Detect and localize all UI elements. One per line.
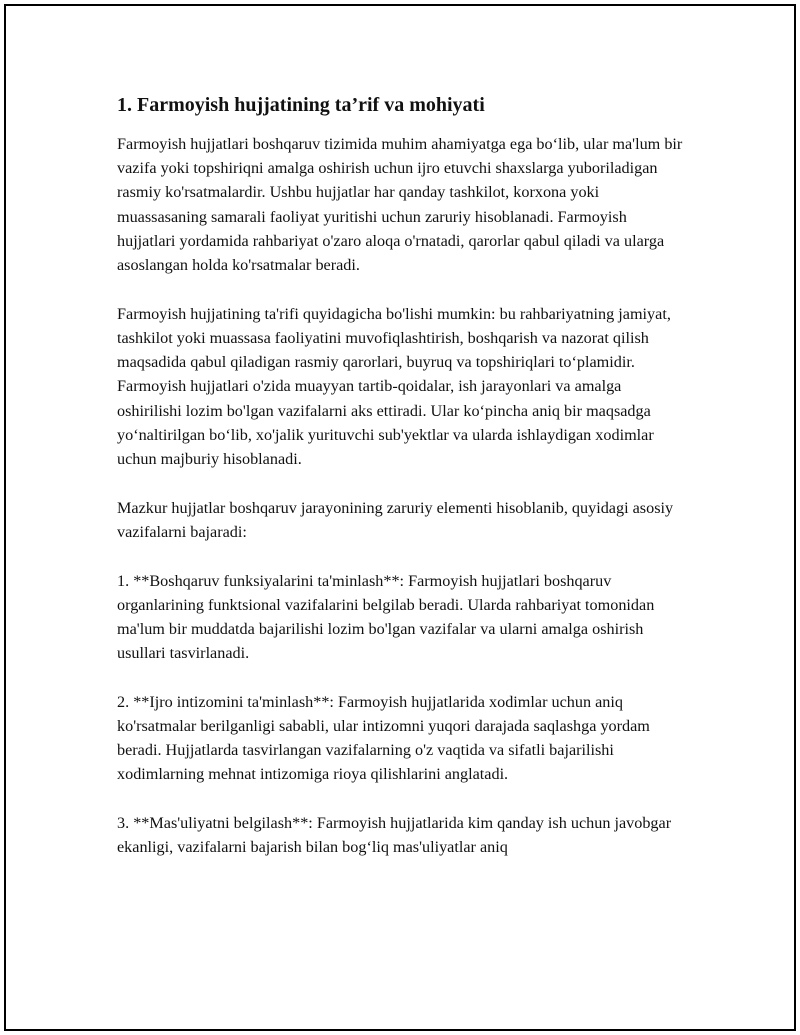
list-item-execution-discipline: 2. **Ijro intizomini ta'minlash**: Farmoyish hujjatlarida xodimlar uchun aniq ko'rsatmalar berilganligi sababli, ular intizomni yuqori darajada saqlashga yordam beradi. Hujjatlarda tasvirlangan vazifalarning o'z vaqtida va sifatli bajarilishi xodimlarning mehnat intizomiga rioya qilishlarini anglatadi. [117,692,650,784]
section-heading: 1. Farmoyish hujjatining ta’rif va mohiyati [117,94,485,116]
document-body [117,92,689,884]
paragraph-definition-detail: Farmoyish hujjatining ta'rifi quyidagicha bo'lishi mumkin: bu rahbariyatning jamiyat, tashkilot yoki muassasa faoliyatini muvofiqlashtirish, boshqarish va nazorat qilish maqsadida qabul qiladigan rasmiy qarorlari, buyruq va topshiriqlari to‘plamidir. Farmoyish hujjatlari o'zida muayyan tartib-qoidalar, ish jarayonlari va amalga oshirilishi lozim bo'lgan vazifalarni aks ettiradi. Ular ko‘pincha aniq bir maqsadga yo‘naltirilgan bo‘lib, xo'jalik yurituvchi sub'yektlar va ularda ishlaydigan xodimlar uchun majburiy hisoblanadi. [117,304,671,468]
paragraph-definition: Farmoyish hujjatlari boshqaruv tizimida muhim ahamiyatga ega bo‘lib, ular ma'lum bir vazifa yoki topshiriqni amalga oshirish uchun ijro etuvchi shaxslarga yuboriladigan rasmiy ko'rsatmalardir. Ushbu hujjatlar har qanday tashkilot, korxona yoki muassasaning samarali faoliyat yuritishi uchun zaruriy hisoblanadi. Farmoyish hujjatlari yordamida rahbariyat o'zaro aloqa o'rnatadi, qarorlar qabul qiladi va ularga asoslangan holda ko'rsatmalar beradi. [117,135,683,275]
paragraph-functions-intro: Mazkur hujjatlar boshqaruv jarayonining zaruriy elementi hisoblanib, quyidagi asosiy vazifalarni bajaradi: [117,498,674,541]
list-item-management-functions: 1. **Boshqaruv funksiyalarini ta'minlash**: Farmoyish hujjatlari boshqaruv organlarining funktsional vazifalarini belgilab beradi. Ularda rahbariyat tomonidan ma'lum bir muddatda bajarilishi lozim bo'lgan vazifalar va ularni amalga oshirish usullari tasvirlanadi. [117,571,655,663]
list-item-responsibility: 3. **Mas'uliyatni belgilash**: Farmoyish hujjatlarida kim qanday ish uchun javobgar ekanligi, vazifalarni bajarish bilan bog‘liq mas'uliyatlar aniq [117,814,672,857]
